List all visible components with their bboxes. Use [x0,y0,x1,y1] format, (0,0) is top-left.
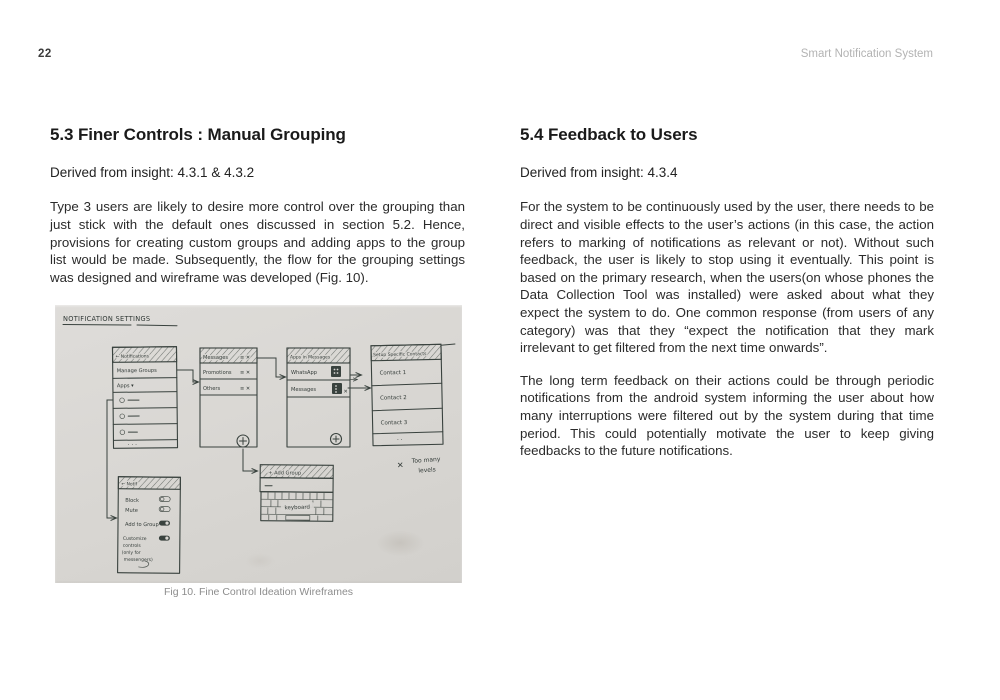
page-number: 22 [38,48,52,60]
toggle-on-icon [159,536,170,541]
figure-caption: Fig 10. Fine Control Ideation Wireframes [163,586,354,598]
add-circle-icon [331,434,342,445]
annotation-x-mark: ✕ [396,460,404,470]
keyboard-label: keyboard [284,504,311,512]
wireframe-screen-app-controls [118,477,181,574]
screen6-header: + Add Group [268,470,302,477]
section-5-3-heading: 5.3 Finer Controls : Manual Grouping [50,125,346,144]
wireframe-screen-add-group [260,465,333,522]
screen5-row-block: Block [125,497,140,504]
screen1-header: ← Notifications [115,354,149,360]
wireframe-sketch [55,305,462,583]
screen4-contact-1: Contact 1 [379,370,407,377]
messages-app-icon [332,383,342,394]
arrow-screen1-to-screen2 [177,370,198,382]
screen5-row-add-to-group: Add to Group [124,521,159,529]
screen2-row-promotions-icons: ≡ ✕ [240,370,251,376]
screen1-row-manage-groups: Manage Groups [116,367,157,375]
section-5-3 [50,125,465,301]
screen2-header: Messages [203,355,228,361]
screen5-row-customize-3: (only for [121,550,141,556]
section-5-4-paragraph-2: The long term feedback on their actions could be through periodic notifications from the android system informing the user about how many interruptions were filtered out by the system during that time period. This could potentially motivate the user to keep giving feedbacks to the future notifications. [520,372,934,459]
section-5-3-paragraph: Type 3 users are likely to desire more control over the grouping than just stick with the default ones discussed in section 5.2. Hence, provisions for creating custom groups and adding apps to the group list would be made. Subsequently, the flow for the grouping settings was designed and wireframe was developed (Fig. 10). [50,199,465,285]
screen3-row-messages: Messages [291,387,316,393]
annotation-too-many-levels [397,456,442,476]
wireframe-screen-contacts [371,344,457,446]
whatsapp-app-icon [331,366,341,377]
radio-list-icons [120,398,140,435]
screen2-header-icons: ≡ ✕ [240,355,251,361]
running-header: Smart Notification System [800,48,933,60]
screen4-ellipsis: · · [396,436,403,444]
keyboard-sketch [261,492,333,522]
arrow-screen2-to-screen3 [257,358,285,377]
paper-smudge [245,553,275,569]
screen2-row-promotions: Promotions [203,370,232,376]
screen4-contact-3: Contact 3 [380,420,408,427]
wireframe-screen-groups [200,348,257,447]
screen3-row-messages-x: ✕ [343,389,348,395]
annotation-line-1: Too many [411,455,441,465]
section-5-4-paragraph-1: For the system to be continuously used by the user, there needs to be direct and visible effects to the user’s actions (in this case, the action refers to marking of notifications as relevant or not). Without such feedback, the user is likely to stop using it eventually. This point is based on the primary research, when the users(on whose phones the Data Collection Tool was installed) were asked about what they expect the system to do. One common response (from users of any category) was that they “expect the notification that they mark irrelevant to get filtered from the next time onwards”. [520,199,934,356]
screen1-row-apps: Apps ▾ [116,383,134,390]
screen2-row-others-icons: ≡ ✕ [240,386,251,392]
sketch-title-text: NOTIFICATION SETTINGS [63,315,151,323]
paper-smudge [376,530,424,556]
wireframe-screen-notifications [112,347,177,449]
sketch-title [63,315,177,326]
toggle-on-icon [159,521,170,526]
section-5-3-insight: Derived from insight: 4.3.1 & 4.3.2 [50,165,255,181]
screen3-header: Apps in Messages [290,355,331,361]
wireframe-screen-apps-in-messages [287,348,350,447]
screen3-row-whatsapp: WhatsApp [291,370,317,376]
section-5-4-heading: 5.4 Feedback to Users [520,125,698,144]
screen5-header: ← Notif [121,482,138,488]
screen5-row-customize-4: messengers) [123,557,153,564]
arrow-add-to-addgroup [243,449,257,471]
section-5-4-insight: Derived from insight: 4.3.4 [520,165,678,181]
add-circle-icon [237,435,249,447]
screen5-row-customize-2: controls [122,543,141,549]
arrow-screen1-to-screen5 [107,400,116,518]
toggle-off-icon [159,507,170,512]
section-5-4 [520,125,934,475]
toggle-off-icon [159,497,170,502]
screen4-header: Setup Specific Contacts [373,352,427,359]
screen2-row-others: Others [203,386,221,392]
annotation-line-2: levels [418,466,437,475]
screen5-row-mute: Mute [125,507,138,514]
screen1-ellipsis: · · · [127,441,138,449]
screen4-contact-2: Contact 2 [380,395,407,402]
screen5-row-customize-1: Customize [122,536,147,542]
figure-photo [55,305,462,583]
